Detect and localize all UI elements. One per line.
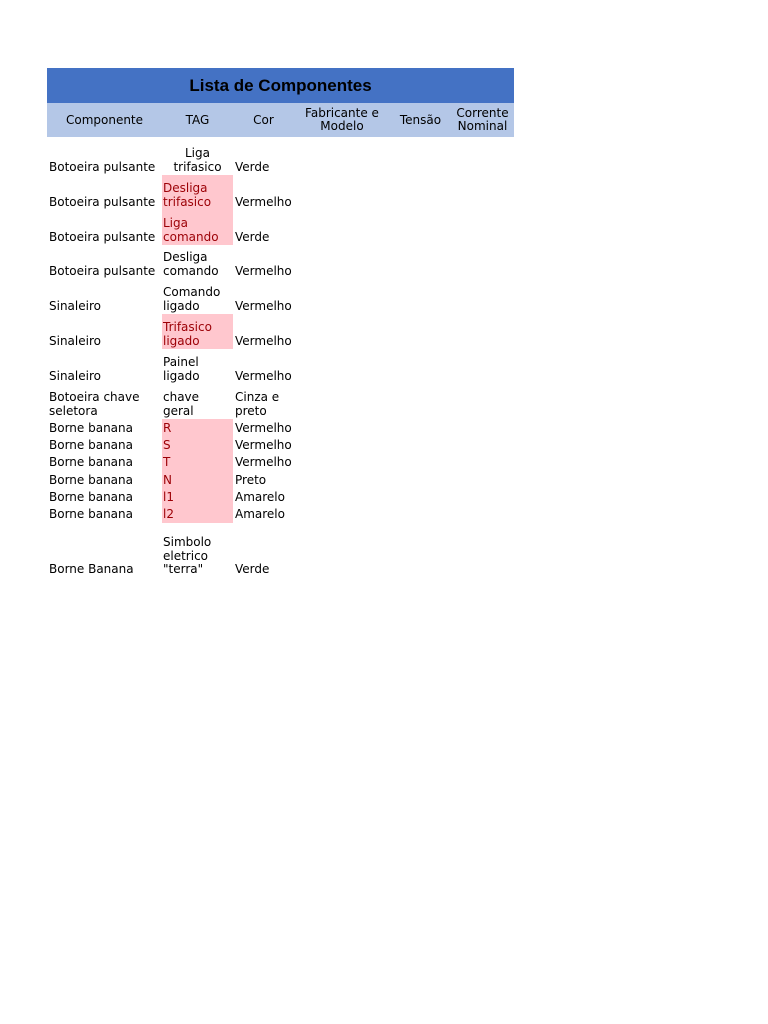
cell-fabricante: [294, 471, 390, 488]
header-fabricante-modelo: Fabricante e Modelo: [305, 106, 379, 133]
cell-componente: Botoeira pulsante: [49, 194, 156, 209]
cell-tensao: [390, 505, 451, 522]
cell-fabricante: [294, 505, 390, 522]
cell-cor: Verde: [235, 562, 270, 577]
cell-tensao: [390, 384, 451, 419]
table-row: [47, 349, 514, 384]
cell-tensao: [390, 523, 451, 578]
cell-tensao: [390, 210, 451, 245]
cell-tag: S: [162, 436, 233, 453]
header-cor: Cor: [253, 112, 274, 127]
cell-tensao: [390, 454, 451, 471]
component-list-sheet: [47, 68, 514, 578]
cell-tensao: [390, 488, 451, 505]
cell-cor: Vermelho: [235, 263, 292, 278]
cell-tensao: [390, 349, 451, 384]
table-row: [47, 488, 514, 505]
cell-tag: Liga trifasico: [173, 146, 222, 174]
cell-componente: Botoeira chave seletora: [49, 390, 140, 418]
sheet-title: Lista de Componentes: [47, 68, 514, 103]
cell-cor: Verde: [235, 229, 270, 244]
cell-cor: Verde: [235, 159, 270, 174]
table-row: [47, 245, 514, 279]
cell-fabricante: [294, 314, 390, 349]
header-tag: TAG: [185, 112, 210, 127]
cell-corrente: [451, 488, 514, 505]
cell-tag: l2: [162, 505, 233, 522]
cell-tag: l1: [162, 488, 233, 505]
cell-componente: Sinaleiro: [49, 298, 101, 313]
cell-tag: R: [162, 419, 233, 436]
cell-tag: Painel ligado: [163, 355, 200, 383]
cell-tensao: [390, 419, 451, 436]
cell-fabricante: [294, 349, 390, 384]
cell-tag: Liga comando: [162, 210, 233, 245]
cell-corrente: [451, 471, 514, 488]
cell-cor: Vermelho: [235, 420, 292, 435]
table-row: [47, 505, 514, 522]
header-componente: Componente: [65, 112, 144, 127]
cell-corrente: [451, 436, 514, 453]
cell-tensao: [390, 140, 451, 175]
cell-tag: Trifasico ligado: [162, 314, 233, 349]
cell-fabricante: [294, 419, 390, 436]
cell-tensao: [390, 175, 451, 210]
cell-fabricante: [294, 523, 390, 578]
header-corrente-nominal: Corrente Nominal: [456, 106, 509, 133]
cell-fabricante: [294, 454, 390, 471]
table-row: [47, 140, 514, 175]
cell-cor: Vermelho: [235, 368, 292, 383]
cell-cor: Vermelho: [235, 298, 292, 313]
table-row: [47, 454, 514, 471]
table-row: [47, 175, 514, 210]
cell-corrente: [451, 384, 514, 419]
cell-tag: T: [162, 454, 233, 471]
cell-corrente: [451, 349, 514, 384]
table-row: [47, 384, 514, 419]
cell-fabricante: [294, 175, 390, 210]
cell-componente: Botoeira pulsante: [49, 159, 156, 174]
cell-tensao: [390, 436, 451, 453]
cell-componente: Borne banana: [49, 507, 133, 522]
cell-corrente: [451, 175, 514, 210]
cell-componente: Sinaleiro: [49, 333, 101, 348]
cell-tag: Comando ligado: [163, 285, 221, 313]
cell-corrente: [451, 505, 514, 522]
cell-componente: Borne banana: [49, 420, 133, 435]
cell-tag: Simbolo eletrico "terra": [163, 535, 212, 577]
cell-cor: Vermelho: [235, 333, 292, 348]
table-row: [47, 436, 514, 453]
cell-tag: chave geral: [163, 390, 200, 418]
cell-cor: Vermelho: [235, 455, 292, 470]
cell-cor: Amarelo: [235, 507, 285, 522]
cell-cor: Cinza e preto: [235, 390, 280, 418]
cell-tag: N: [162, 471, 233, 488]
table-row: [47, 279, 514, 314]
table-row: [47, 210, 514, 245]
cell-componente: Botoeira pulsante: [49, 263, 156, 278]
cell-corrente: [451, 279, 514, 314]
header-tensao: Tensão: [399, 112, 442, 127]
cell-componente: Sinaleiro: [49, 368, 101, 383]
cell-corrente: [451, 419, 514, 436]
cell-tag: Desliga comando: [163, 250, 219, 278]
cell-componente: Borne banana: [49, 438, 133, 453]
cell-corrente: [451, 314, 514, 349]
cell-fabricante: [294, 245, 390, 279]
cell-componente: Borne banana: [49, 472, 133, 487]
cell-fabricante: [294, 279, 390, 314]
cell-corrente: [451, 454, 514, 471]
cell-fabricante: [294, 140, 390, 175]
cell-cor: Amarelo: [235, 489, 285, 504]
cell-componente: Botoeira pulsante: [49, 229, 156, 244]
cell-componente: Borne banana: [49, 489, 133, 504]
cell-corrente: [451, 210, 514, 245]
table-body: [47, 140, 514, 578]
table-row: [47, 471, 514, 488]
cell-tensao: [390, 314, 451, 349]
table-row: [47, 314, 514, 349]
cell-tensao: [390, 471, 451, 488]
cell-fabricante: [294, 210, 390, 245]
cell-componente: Borne Banana: [49, 562, 134, 577]
cell-componente: Borne banana: [49, 455, 133, 470]
header-row: [47, 103, 514, 137]
cell-fabricante: [294, 488, 390, 505]
table-row: [47, 523, 514, 578]
cell-corrente: [451, 245, 514, 279]
table-row: [47, 419, 514, 436]
cell-fabricante: [294, 436, 390, 453]
cell-corrente: [451, 140, 514, 175]
cell-cor: Vermelho: [235, 194, 292, 209]
cell-fabricante: [294, 384, 390, 419]
cell-tag: Desliga trifasico: [162, 175, 233, 210]
cell-tensao: [390, 245, 451, 279]
cell-tensao: [390, 279, 451, 314]
cell-cor: Vermelho: [235, 438, 292, 453]
cell-cor: Preto: [235, 472, 267, 487]
cell-corrente: [451, 523, 514, 578]
